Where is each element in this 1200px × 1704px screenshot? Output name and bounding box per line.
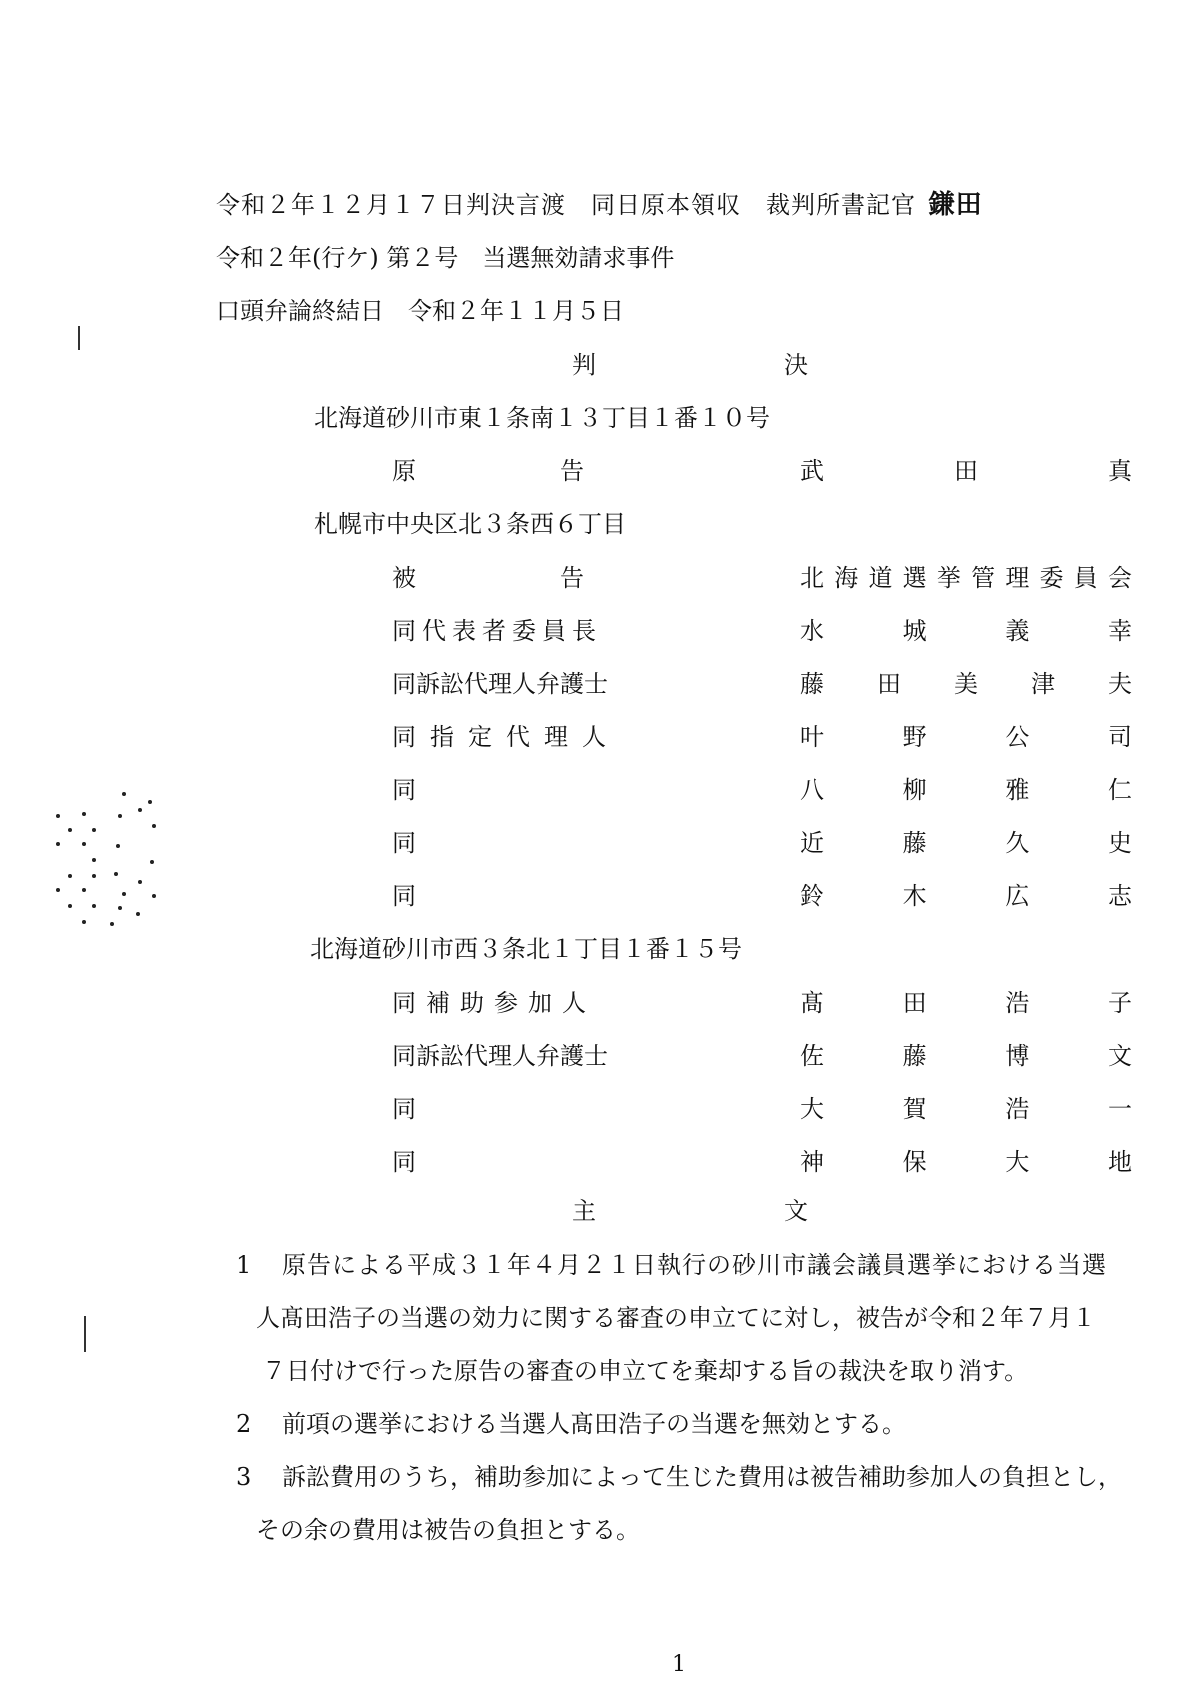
party-name: 髙田浩子	[800, 989, 1132, 1017]
party-role: 同	[392, 882, 416, 910]
item-number: 2	[236, 1410, 252, 1438]
case-number-line: 令和２年(行ケ) 第２号 当選無効請求事件	[216, 244, 675, 272]
plaintiff-address: 北海道砂川市東１条南１３丁目１番１０号	[314, 404, 770, 432]
item-line: 訴訟費用のうち，補助参加によって生じた費用は被告補助参加人の負担とし，	[282, 1463, 1122, 1491]
item-line: ７日付けで行った原告の審査の申立てを棄却する旨の裁決を取り消す。	[262, 1357, 1029, 1385]
hearing-end-line: 口頭弁論終結日 令和２年１１月５日	[216, 297, 624, 325]
item-line: 人髙田浩子の当選の効力に関する審査の申立てに対し，被告が令和２年７月１	[256, 1304, 1096, 1332]
party-role: 同指定代理人	[392, 723, 620, 751]
main-text-title-right: 文	[784, 1197, 808, 1225]
party-role: 同	[392, 776, 416, 804]
item-line: 前項の選挙における当選人髙田浩子の当選を無効とする。	[282, 1410, 906, 1438]
party-name: 鈴木広志	[800, 882, 1132, 910]
defendant-address: 札幌市中央区北３条西６丁目	[314, 510, 626, 538]
plaintiff-role: 原 告	[392, 457, 584, 485]
item-line: その余の費用は被告の負担とする。	[256, 1516, 640, 1544]
party-name: 藤田美津夫	[800, 670, 1132, 698]
party-role: 同訴訟代理人弁護士	[392, 670, 608, 698]
item-line: 原告による平成３１年４月２１日執行の砂川市議会議員選挙における当選	[282, 1251, 1107, 1279]
party-role: 同補助参加人	[392, 989, 596, 1017]
title-right: 決	[784, 351, 808, 379]
party-role: 同代表者委員長	[392, 617, 602, 645]
plaintiff-name: 武田真	[800, 457, 1132, 485]
party-role: 同訴訟代理人弁護士	[392, 1042, 608, 1070]
item-number: 1	[236, 1251, 252, 1279]
party-name: 北海道選挙管理委員会	[800, 564, 1132, 592]
party-role: 同	[392, 1148, 416, 1176]
party-name: 神保大地	[800, 1148, 1132, 1176]
party-name: 近藤久史	[800, 829, 1132, 857]
page-number: 1	[672, 1652, 686, 1677]
judgment-date-text: 令和２年１２月１７日判決言渡 同日原本領収 裁判所書記官	[216, 191, 916, 219]
party-name: 佐藤博文	[800, 1042, 1132, 1070]
binding-dots	[52, 788, 172, 928]
clerk-name: 鎌田	[928, 190, 983, 220]
main-text-title-left: 主	[572, 1197, 596, 1225]
party-role: 被 告	[392, 564, 584, 592]
party-name: 叶野公司	[800, 723, 1132, 751]
item-number: 3	[236, 1463, 252, 1491]
margin-mark	[78, 326, 80, 350]
party-role: 同	[392, 1095, 416, 1123]
intervenor-address: 北海道砂川市西３条北１丁目１番１５号	[310, 935, 742, 963]
party-name: 水城義幸	[800, 617, 1132, 645]
judgment-date-line	[216, 190, 983, 220]
party-name: 大賀浩一	[800, 1095, 1132, 1123]
party-role: 同	[392, 829, 416, 857]
margin-mark	[84, 1316, 86, 1352]
party-name: 八柳雅仁	[800, 776, 1132, 804]
title-left: 判	[572, 351, 596, 379]
